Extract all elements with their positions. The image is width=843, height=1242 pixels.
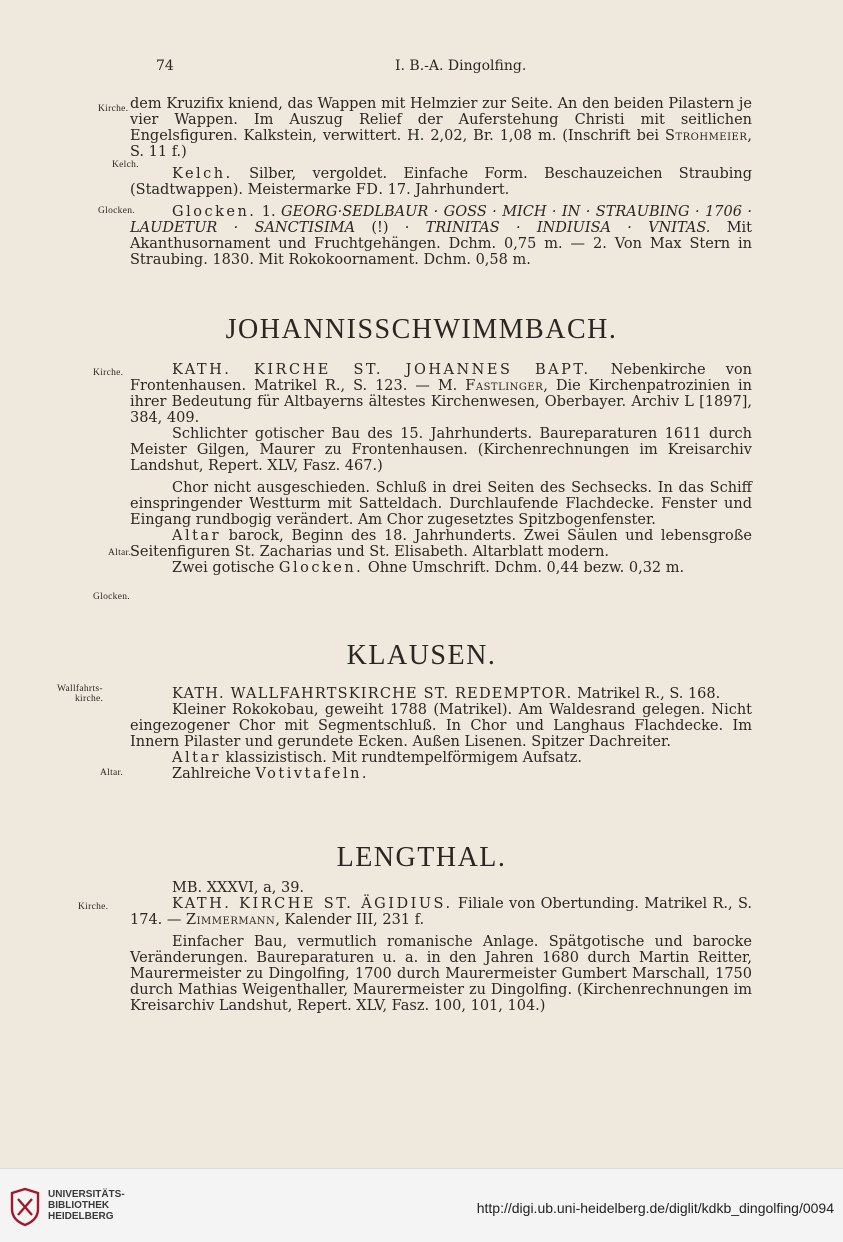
running-title: I. B.-A. Dingolfing. — [395, 58, 527, 74]
paragraph-reference: MB. XXXVI, a, 39. — [172, 880, 305, 896]
paragraph-glocken: Glocken. 1. GEORG·SEDLBAUR · GOSS · MICH · IN · STRAUBING · 1706 · LAUDETUR · SANCTISIMA (!) · TRINITAS · INDIUISA · VNITAS. Mit Akanthusornament und Fruchtgehängen. Dchm. 0,75 m. — 2. Von Max Stern in Straubing. 1830. Mit Rokokoornament. Dchm. 0,58 m. — [130, 204, 753, 268]
university-library-logo-icon — [8, 1187, 42, 1227]
margin-note-kelch: Kelch. — [112, 160, 139, 170]
paragraph-intro: KATH. KIRCHE ST. ÄGIDIUS. Filiale von Obertunding. Matrikel R., S. 174. — Zimmermann, Kalender III, 231 f. — [130, 896, 752, 928]
paragraph-epitaph: dem Kruzifix kniend, das Wappen mit Helmzier zur Seite. An den beiden Pilastern je vier Wappen. Im Auszug Relief der Auferstehung Christi mit seitlichen Engelsfiguren. Kalkstein, verwittert. H. 2,02, Br. 1,08 m. (Inschrift bei Strohmeier, S. 11 f.) — [130, 96, 752, 160]
paragraph-bau: Kleiner Rokokobau, geweiht 1788 (Matrikel). Am Waldesrand gelegen. Nicht eingezogener Chor mit Segmentschluß. In Chor und Langhaus Flachdecke. Im Innern Pilaster und gerundete Ecken. Außen Lisenen. Spitzer Dachreiter. — [130, 702, 752, 750]
section-title-klausen: KLAUSEN. — [346, 640, 497, 671]
margin-note-wallfahrtskirche: Wallfahrts- kirche. — [57, 684, 104, 704]
permalink-url[interactable]: http://digi.ub.uni-heidelberg.de/diglit/kdkb_dingolfing/0094 — [476, 1200, 834, 1216]
page-number: 74 — [156, 58, 174, 74]
paragraph-chor: Chor nicht ausgeschieden. Schluß in drei Seiten des Sechsecks. In das Schiff einspringender Westturm mit Satteldach. Durchlaufende Flachdecke. Fenster und Eingang rundbogig verändert. Am Chor zugesetztes Spitzbogenfenster. — [130, 480, 752, 528]
library-name: UNIVERSITÄTS- BIBLIOTHEK HEIDELBERG — [48, 1189, 125, 1222]
margin-note-kirche: Kirche. — [78, 902, 109, 912]
paragraph-bau: Schlichter gotischer Bau des 15. Jahrhunderts. Baureparaturen 1611 durch Meister Gilgen, Maurer zu Frontenhausen. (Kirchenrechnungen im Kreisarchiv Landshut, Repert. XLV, Fasz. 467.) — [130, 426, 752, 474]
section-title-johannisschwimmbach: JOHANNISSCHWIMMBACH. — [225, 314, 618, 345]
section-klausen — [130, 686, 752, 782]
margin-note-altar: Altar. — [108, 548, 132, 558]
section-lengthal — [130, 880, 752, 1014]
section-dingolfing-continuation — [130, 96, 752, 268]
margin-note-kirche: Kirche. — [93, 368, 124, 378]
margin-note-altar: Altar. — [100, 768, 124, 778]
paragraph-bau: Einfacher Bau, vermutlich romanische Anlage. Spätgotische und barocke Veränderungen. Baureparaturen u. a. in den Jahren 1680 durch Martin Reitter, Maurermeister zu Dingolfing, 1700 durch Maurermeister Gumbert Marschall, 1750 durch Mathias Weigenthaller, Maurermeister zu Dingolfing. (Kirchenrechnungen im Kreisarchiv Landshut, Repert. XLV, Fasz. 100, 101, 104.) — [130, 934, 752, 1014]
paragraph-intro: KATH. KIRCHE ST. JOHANNES BAPT. Nebenkirche von Frontenhausen. Matrikel R., S. 123. — M. Fastlinger, Die Kirchenpatrozinien in ihrer Bedeutung für Altbayerns ältestes Kirchenwesen, Oberbayer. Archiv L [1897], 384, 409. — [130, 362, 752, 426]
margin-note-kirche: Kirche. — [98, 104, 129, 114]
paragraph-glocken: Zwei gotische Glocken. Ohne Umschrift. Dchm. 0,44 bezw. 0,32 m. — [172, 560, 685, 576]
paragraph-kelch: Kelch. Silber, vergoldet. Einfache Form. Beschauzeichen Straubing (Stadtwappen). Meistermarke FD. 17. Jahrhundert. — [130, 166, 752, 198]
paragraph-altar: Altar barock, Beginn des 18. Jahrhunderts. Zwei Säulen und lebensgroße Seitenfiguren St. Zacharias und St. Elisabeth. Altarblatt modern. — [130, 528, 752, 560]
section-johannisschwimmbach — [130, 362, 752, 576]
margin-note-glocken: Glocken. — [93, 592, 130, 602]
paragraph-intro: KATH. WALLFAHRTSKIRCHE ST. REDEMPTOR. Matrikel R., S. 168. — [172, 686, 721, 702]
viewer-footer — [0, 1168, 843, 1242]
margin-note-glocken: Glocken. — [98, 206, 135, 216]
paragraph-altar: Altar klassizistisch. Mit rundtempelförmigem Aufsatz. — [172, 750, 582, 766]
section-title-lengthal: LENGTHAL. — [336, 842, 507, 873]
paragraph-votivtafeln: Zahlreiche Votivtafeln. — [172, 766, 370, 782]
